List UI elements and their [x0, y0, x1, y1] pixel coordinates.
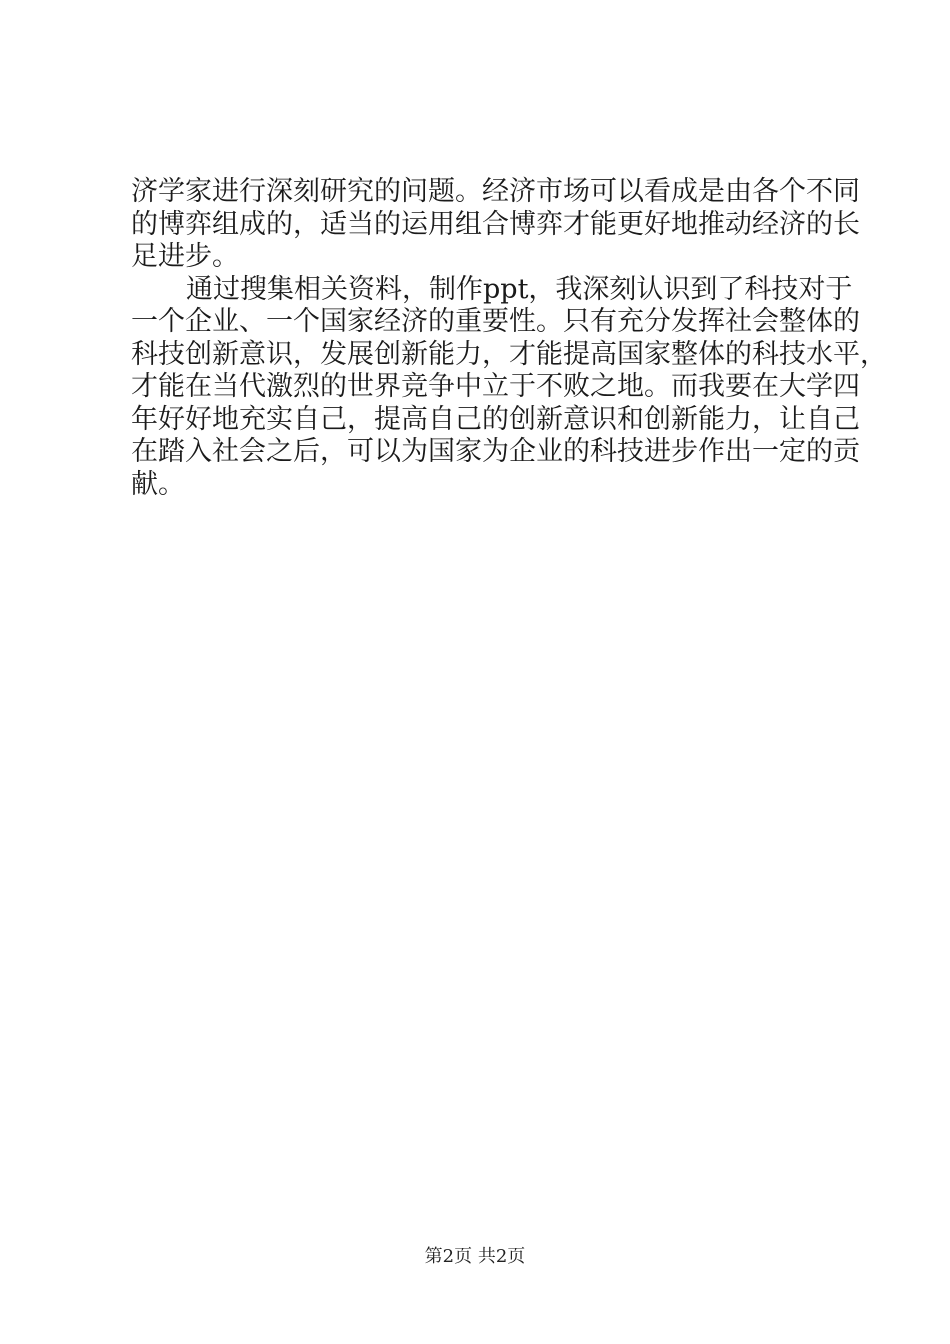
paragraph2-line: 通过搜集相关资料，制作ppt，我深刻认识到了科技对于 — [186, 273, 853, 305]
paragraph2-line: 一个企业、一个国家经济的重要性。只有充分发挥社会整体的 — [131, 306, 860, 337]
paragraph1-line: 的博弈组成的，适当的运用组合博弈才能更好地推动经济的长 — [131, 208, 860, 240]
paragraph1-line: 济学家进行深刻研究的问题。经济市场可以看成是由各个不同 — [131, 176, 860, 207]
paragraph2-line: 年好好地充实自己，提高自己的创新意识和创新能力，让自己 — [131, 403, 860, 435]
document-body — [131, 176, 887, 501]
paragraph2-line: 科技创新意识，发展创新能力，才能提高国家整体的科技水平， — [131, 338, 887, 370]
paragraph2-line: 才能在当代激烈的世界竞争中立于不败之地。而我要在大学四 — [131, 371, 860, 402]
paragraph1-line: 足进步。 — [131, 241, 239, 272]
paragraph2-line: 在踏入社会之后，可以为国家为企业的科技进步作出一定的贡 — [131, 436, 860, 467]
page-number-footer: 第2页 共2页 — [424, 1246, 526, 1267]
paragraph2-line: 献。 — [131, 468, 185, 500]
